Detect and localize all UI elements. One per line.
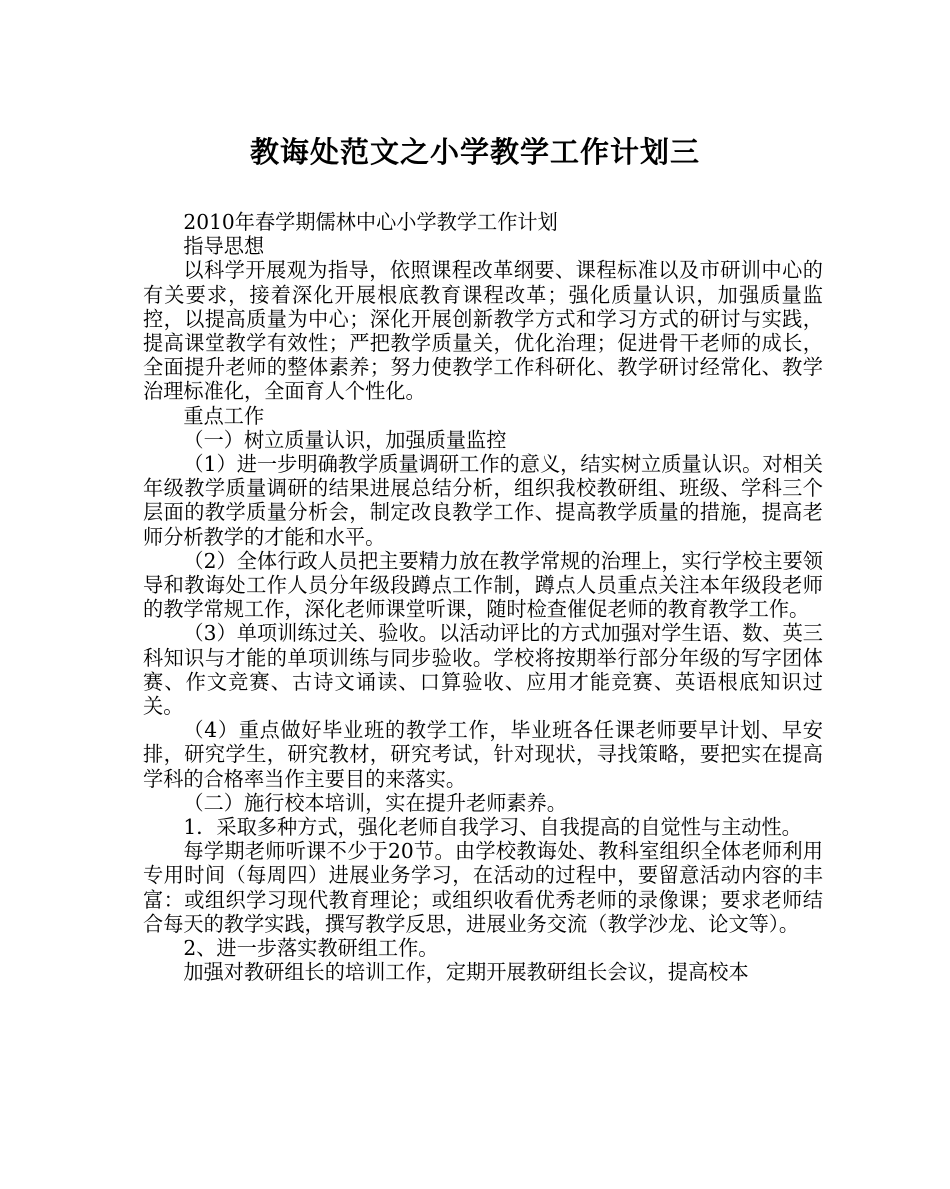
paragraph-guiding-ideology: 以科学开展观为指导，依照课程改革纲要、课程标准以及市研训中心的有关要求，接着深化开展根底教育课程改革；强化质量认识，加强质量监控，以提高质量为中心；深化开展创新教学方式和学习方式的研讨与实践，提高课堂教学有效性；严把教学质量关，优化治理；促进骨干老师的成长，全面提升老师的整体素养；努力使教学工作科研化、教学研讨经常化、教学治理标准化，全面育人个性化。 <box>143 258 823 404</box>
document-title: 教诲处范文之小学教学工作计划三 <box>249 135 700 169</box>
paragraph-subitem-2-body: 加强对教研组长的培训工作，定期开展教研组长会议，提高校本 <box>183 960 749 985</box>
paragraph-item-4: （4）重点做好毕业班的教学工作，毕业班各任课老师要早计划、早安排，研究学生，研究教材，研究考试，针对现状，寻找策略，要把实在提高学科的合格率当作主要目的来落实。 <box>143 718 823 791</box>
paragraph-item-1: （1）进一步明确教学质量调研工作的意义，结实树立质量认识。对相关年级教学质量调研的结果进展总结分析，组织我校教研组、班级、学科三个层面的教学质量分析会，制定改良教学工作、提高教学质量的措施，提高老师分析教学的才能和水平。 <box>143 452 823 549</box>
paragraph-subitem-2-heading: 2、进一步落实教研组工作。 <box>183 936 439 961</box>
paragraph-subitem-1-heading: 1．采取多种方式，强化老师自我学习、自我提高的自觉性与主动性。 <box>183 815 802 840</box>
paragraph-plan-heading: 2010年春学期儒林中心小学教学工作计划 <box>183 210 558 234</box>
paragraph-subitem-1-body: 每学期老师听课不少于20节。由学校教诲处、教科室组织全体老师利用专用时间（每周四）进展业务学习，在活动的过程中，要留意活动内容的丰富：或组织学习现代教育理论；或组织收看优秀老师的录像课；要求老师结合每天的教学实践，撰写教学反思，进展业务交流（教学沙龙、论文等）。 <box>143 839 823 936</box>
paragraph-section-two-heading: （二）施行校本培训，实在提升老师素养。 <box>183 790 567 815</box>
paragraph-item-2: （2）全体行政人员把主要精力放在教学常规的治理上，实行学校主要领导和教诲处工作人员分年级段蹲点工作制，蹲点人员重点关注本年级段老师的教学常规工作，深化老师课堂听课，随时检查催促老师的教育教学工作。 <box>143 548 823 622</box>
document-body <box>143 210 823 985</box>
paragraph-guiding-ideology-heading: 指导思想 <box>183 234 265 259</box>
paragraph-item-3: （3）单项训练过关、验收。以活动评比的方式加强对学生语、数、英三科知识与才能的单项训练与同步验收。学校将按期举行部分年级的写字团体赛、作文竞赛、古诗文诵读、口算验收、应用才能竞赛、英语根底知识过关。 <box>143 621 823 719</box>
paragraph-section-one-heading: （一）树立质量认识，加强质量监控 <box>183 427 507 452</box>
paragraph-key-work-heading: 重点工作 <box>183 403 265 428</box>
